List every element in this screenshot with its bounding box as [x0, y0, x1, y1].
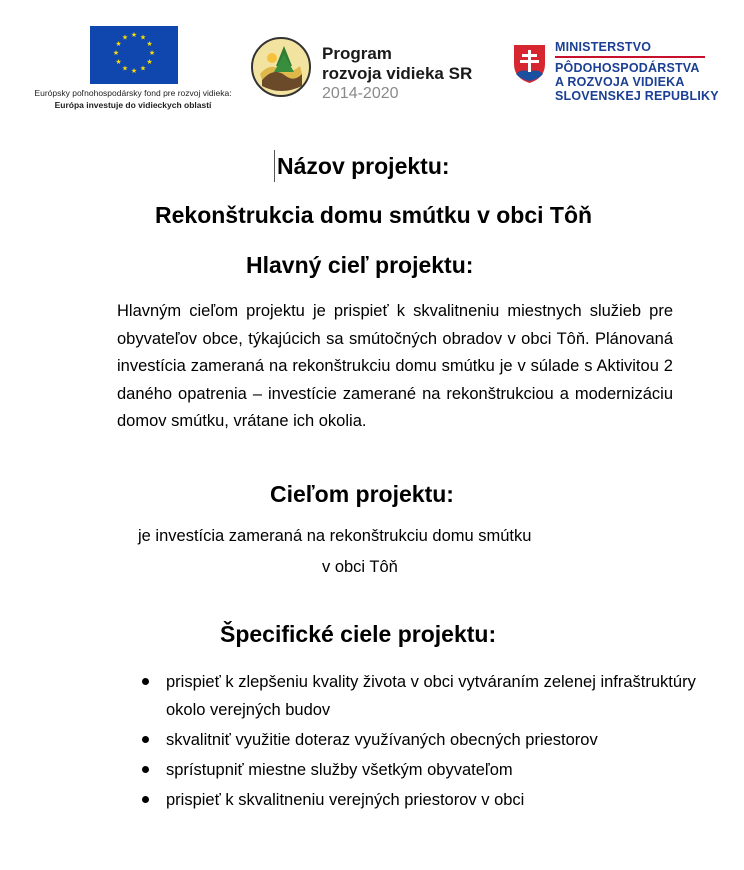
goal-line2: v obci Tôň	[322, 558, 398, 576]
ministry-line2: PÔDOHOSPODÁRSTVA	[555, 61, 700, 75]
svg-text:★: ★	[130, 68, 138, 75]
svg-text:★: ★	[115, 59, 122, 66]
list-item: sprístupniť miestne služby všetkým obyvateľom	[140, 756, 700, 784]
svg-text:★: ★	[112, 50, 120, 57]
eu-caption-line2: Európa investuje do vidieckych oblastí	[54, 100, 212, 110]
project-name: Rekonštrukcia domu smútku v obci Tôň	[155, 202, 593, 228]
ministry-line3: A ROZVOJA VIDIEKA	[555, 75, 685, 89]
prv-emblem-logo	[250, 36, 312, 98]
text-cursor	[274, 150, 275, 182]
prv-line2: rozvoja vidieka SR	[322, 64, 473, 83]
ministry-line4: SLOVENSKEJ REPUBLIKY	[555, 89, 719, 103]
svg-text:★: ★	[130, 32, 138, 39]
ministry-line1: MINISTERSTVO	[555, 40, 652, 54]
goal-line1: je investícia zameraná na rekonštrukciu domu smútku	[138, 527, 532, 545]
svg-text:★: ★	[121, 34, 129, 42]
svg-text:★: ★	[148, 50, 156, 57]
main-goal-text: Hlavným cieľom projektu je prispieť k skvalitneniu miestnych služieb pre obyvateľov obce, týkajúcich sa smútočných obradov v obci Tôň. Plánovaná investícia zameraná na rekonštrukciu domu smútku je v súlade s Aktivitou 2 daného opatrenia – investície zamerané na rekonštrukciou a modernizáciu domov smútku, vrátane ich okolia.	[117, 302, 673, 430]
svg-text:★: ★	[121, 65, 129, 73]
slovak-coat-of-arms-icon	[513, 44, 546, 84]
prv-logo-text	[322, 44, 472, 104]
eu-caption	[18, 87, 248, 111]
prv-line3: 2014-2020	[322, 85, 399, 102]
logo-header	[0, 0, 744, 120]
ministry-divider	[555, 56, 705, 58]
eu-caption-line1: Európsky poľnohospodársky fond pre rozvoj vidieka:	[34, 88, 232, 98]
list-item: skvalitniť využitie doteraz využívaných obecných priestorov	[140, 726, 700, 754]
svg-text:★: ★	[115, 41, 122, 48]
svg-text:★: ★	[139, 34, 147, 42]
prv-line1: Program	[322, 44, 392, 63]
svg-text:★: ★	[146, 59, 153, 66]
svg-text:★: ★	[139, 65, 147, 73]
ministry-logo-text	[555, 40, 719, 103]
specific-goals-heading: Špecifické ciele projektu:	[220, 621, 497, 647]
specific-goals-list	[140, 668, 700, 816]
project-name-heading: Názov projektu:	[277, 153, 450, 179]
goal-heading: Cieľom projektu:	[270, 481, 454, 507]
svg-text:★: ★	[146, 41, 153, 48]
eu-flag-logo	[90, 26, 178, 84]
main-goal-heading: Hlavný cieľ projektu:	[246, 252, 474, 278]
list-item: prispieť k skvalitneniu verejných priestorov v obci	[140, 786, 700, 814]
list-item: prispieť k zlepšeniu kvality života v obci vytváraním zelenej infraštruktúry okolo verejných budov	[140, 668, 700, 724]
